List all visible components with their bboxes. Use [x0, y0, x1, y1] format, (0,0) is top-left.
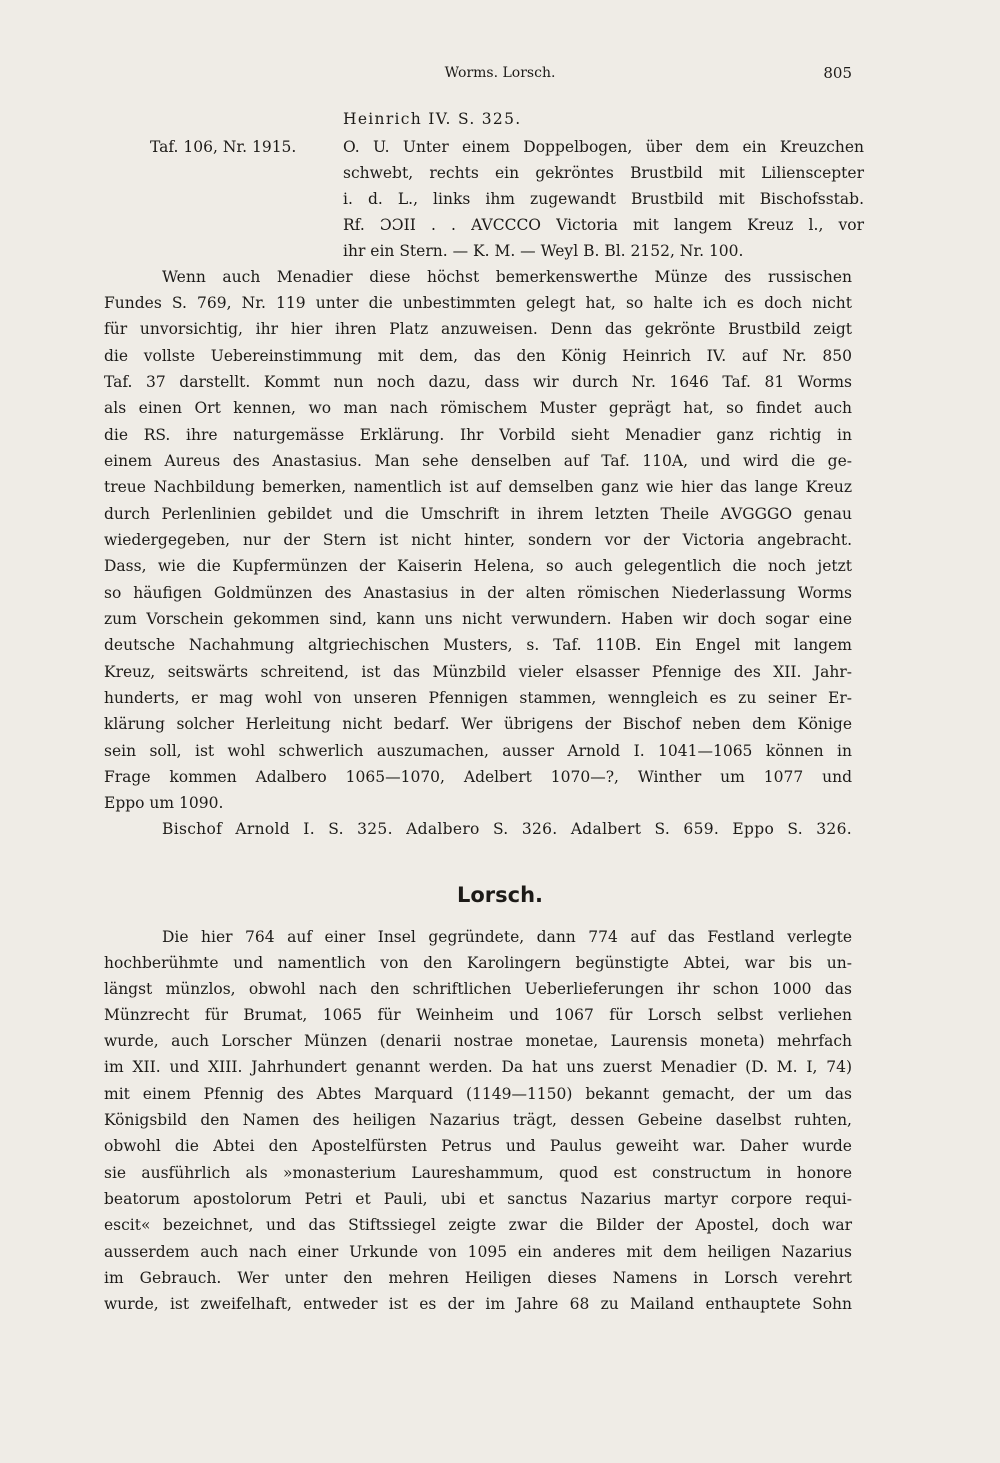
bishops-references: Bischof Arnold I. S. 325. Adalbero S. 326. Adalbert S. 659. Eppo S. 326. [162, 820, 852, 838]
paragraph-line: einem Aureus des Anastasius. Man sehe denselben auf Taf. 110A, und wird die ge- [104, 452, 852, 470]
coin-description-line: schwebt, rechts ein gekröntes Brustbild mit Lilienscepter [343, 164, 864, 182]
paragraph-line: als einen Ort kennen, wo man nach römischem Muster geprägt hat, so findet auch [104, 399, 852, 417]
paragraph-line: hunderts, er mag wohl von unseren Pfennigen stammen, wenngleich es zu seiner Er- [104, 689, 852, 707]
paragraph-line: deutsche Nachahmung altgriechischen Musters, s. Taf. 110B. Ein Engel mit langem [104, 636, 852, 654]
paragraph-line: die vollste Uebereinstimmung mit dem, das den König Heinrich IV. auf Nr. 850 [104, 347, 852, 365]
paragraph-line: die RS. ihre naturgemässe Erklärung. Ihr Vorbild sieht Menadier ganz richtig in [104, 426, 852, 444]
paragraph-line: treue Nachbildung bemerken, namentlich ist auf demselben ganz wie hier das lange Kreuz [104, 478, 852, 496]
paragraph-line: wurde, ist zweifelhaft, entweder ist es der im Jahre 68 zu Mailand enthauptete Sohn [104, 1295, 852, 1313]
coin-description-line: i. d. L., links ihm zugewandt Brustbild mit Bischofsstab. [343, 190, 864, 208]
paragraph-line: Wenn auch Menadier diese höchst bemerkenswerthe Münze des russischen [162, 268, 852, 286]
paragraph-line: im Gebrauch. Wer unter den mehren Heiligen dieses Namens in Lorsch verehrt [104, 1269, 852, 1287]
page-number: 805 [823, 64, 852, 82]
plate-reference: Taf. 106, Nr. 1915. [150, 138, 297, 156]
running-header: Worms. Lorsch. [444, 65, 556, 81]
paragraph-line: so häufigen Goldmünzen des Anastasius in der alten römischen Niederlassung Worms [104, 584, 852, 602]
paragraph-line: klärung solcher Herleitung nicht bedarf. Wer übrigens der Bischof neben dem Könige [104, 715, 852, 733]
coin-description-line: Rf. ƆƆII . . AVCCCO Victoria mit langem Kreuz l., vor [343, 216, 864, 234]
paragraph-line: mit einem Pfennig des Abtes Marquard (1149—1150) bekannt gemacht, der um das [104, 1085, 852, 1103]
paragraph-line: zum Vorschein gekommen sind, kann uns nicht verwundern. Haben wir doch sogar eine [104, 610, 852, 628]
section-heading-lorsch: Lorsch. [456, 883, 544, 907]
paragraph-line: obwohl die Abtei den Apostelfürsten Petrus und Paulus geweiht war. Daher wurde [104, 1137, 852, 1155]
paragraph-line: hochberühmte und namentlich von den Karolingern begünstigte Abtei, war bis un- [104, 954, 852, 972]
coin-entry-title: Heinrich IV. S. 325. [343, 110, 522, 128]
paragraph-line: Münzrecht für Brumat, 1065 für Weinheim und 1067 für Lorsch selbst verliehen [104, 1006, 852, 1024]
paragraph-line: für unvorsichtig, ihr hier ihren Platz anzuweisen. Denn das gekrönte Brustbild zeigt [104, 320, 852, 338]
paragraph-line: wurde, auch Lorscher Münzen (denarii nostrae monetae, Laurensis moneta) mehrfach [104, 1032, 852, 1050]
paragraph-line: escit« bezeichnet, und das Stiftssiegel zeigte zwar die Bilder der Apostel, doch war [104, 1216, 852, 1234]
paragraph-line: Die hier 764 auf einer Insel gegründete, dann 774 auf das Festland verlegte [162, 928, 852, 946]
paragraph-line: Eppo um 1090. [104, 794, 224, 812]
paragraph-line: ausserdem auch nach einer Urkunde von 1095 ein anderes mit dem heiligen Nazarius [104, 1243, 852, 1261]
paragraph-line: wiedergegeben, nur der Stern ist nicht hinter, sondern vor der Victoria angebracht. [104, 531, 852, 549]
paragraph-line: im XII. und XIII. Jahrhundert genannt werden. Da hat uns zuerst Menadier (D. M. I, 74) [104, 1058, 852, 1076]
paragraph-line: durch Perlenlinien gebildet und die Umschrift in ihrem letzten Theile AVGGGO genau [104, 505, 852, 523]
paragraph-line: Fundes S. 769, Nr. 119 unter die unbestimmten gelegt hat, so halte ich es doch nicht [104, 294, 852, 312]
paragraph-line: längst münzlos, obwohl nach den schriftlichen Ueberlieferungen ihr schon 1000 das [104, 980, 852, 998]
paragraph-line: Frage kommen Adalbero 1065—1070, Adelbert 1070—?, Winther um 1077 und [104, 768, 852, 786]
paragraph-line: Dass, wie die Kupfermünzen der Kaiserin Helena, so auch gelegentlich die noch jetzt [104, 557, 852, 575]
paragraph-line: Kreuz, seitswärts schreitend, ist das Münzbild vieler elsasser Pfennige des XII. Jahr- [104, 663, 852, 681]
paragraph-line: Königsbild den Namen des heiligen Nazarius trägt, dessen Gebeine daselbst ruhten, [104, 1111, 852, 1129]
paragraph-line: beatorum apostolorum Petri et Pauli, ubi et sanctus Nazarius martyr corpore requi- [104, 1190, 852, 1208]
paragraph-line: Taf. 37 darstellt. Kommt nun noch dazu, dass wir durch Nr. 1646 Taf. 81 Worms [104, 373, 852, 391]
paragraph-line: sein soll, ist wohl schwerlich auszumachen, ausser Arnold I. 1041—1065 können in [104, 742, 852, 760]
coin-description-line: ihr ein Stern. — K. M. — Weyl B. Bl. 2152, Nr. 100. [343, 242, 744, 260]
paragraph-line: sie ausführlich als »monasterium Laureshammum, quod est constructum in honore [104, 1164, 852, 1182]
coin-description-line: O. U. Unter einem Doppelbogen, über dem ein Kreuzchen [343, 138, 864, 156]
